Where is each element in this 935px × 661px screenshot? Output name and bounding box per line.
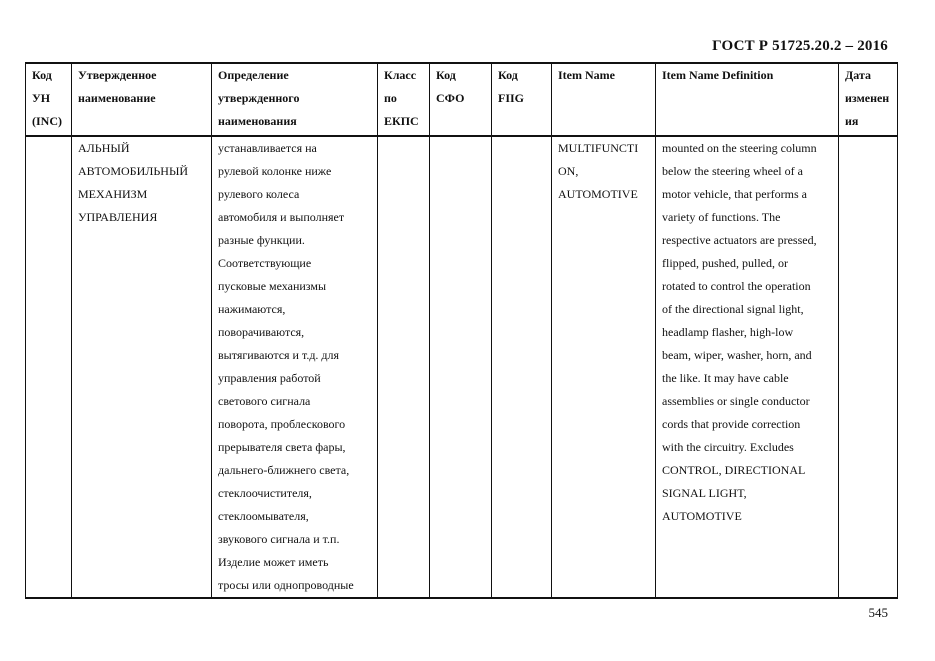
- cell-text-line: МЕХАНИЗМ: [78, 187, 148, 201]
- cell-text-line: SIGNAL LIGHT,: [662, 486, 747, 500]
- cell-text-line: прерывателя света фары,: [218, 440, 346, 454]
- header-text-line: ЕКПС: [384, 114, 419, 128]
- cell-text-line: assemblies or single conductor: [662, 394, 810, 408]
- cell-text-line: поворота, проблескового: [218, 417, 346, 431]
- header-text-line: Код: [32, 68, 52, 82]
- header-change-date: [839, 63, 898, 136]
- header-text-line: Item Name Definition: [662, 68, 774, 82]
- header-text-line: УН: [32, 91, 51, 105]
- cell-text-line: the like. It may have cable: [662, 371, 789, 385]
- cell-sfo-code: [430, 136, 492, 598]
- cell-text-line: MULTIFUNCTI: [558, 141, 639, 155]
- cell-text-line: mounted on the steering column: [662, 141, 817, 155]
- cell-text-line: стеклоочистителя,: [218, 486, 312, 500]
- cell-text-line: рулевой колонке ниже: [218, 164, 332, 178]
- cell-text-line: motor vehicle, that performs a: [662, 187, 807, 201]
- cell-text-line: управления работой: [218, 371, 321, 385]
- header-text-line: Дата: [845, 68, 871, 82]
- header-item-name: [552, 63, 656, 136]
- cell-definition-ru: [212, 136, 378, 598]
- cell-ekps-class: [378, 136, 430, 598]
- cell-text-line: AUTOMOTIVE: [558, 187, 638, 201]
- header-text-line: Код: [436, 68, 456, 82]
- cell-text-line: вытягиваются и т.д. для: [218, 348, 340, 362]
- cell-text-line: ON,: [558, 164, 579, 178]
- document-standard-number: ГОСТ Р 51725.20.2 – 2016: [712, 38, 888, 54]
- header-fiig-code: [492, 63, 552, 136]
- cell-text-line: AUTOMOTIVE: [662, 509, 742, 523]
- header-text-line: изменен: [845, 91, 890, 105]
- cell-text-line: Изделие может иметь: [218, 555, 329, 569]
- catalog-table: [25, 62, 898, 599]
- header-text-line: Код: [498, 68, 518, 82]
- header-text-line: ия: [845, 114, 859, 128]
- header-text-line: наименование: [78, 91, 156, 105]
- cell-inc: [26, 136, 72, 598]
- cell-text-line: звукового сигнала и т.п.: [218, 532, 340, 546]
- header-text-line: FIIG: [498, 91, 525, 105]
- header-definition: [212, 63, 378, 136]
- header-text-line: Item Name: [558, 68, 615, 82]
- cell-text-line: стеклоомывателя,: [218, 509, 309, 523]
- cell-text-line: пусковые механизмы: [218, 279, 327, 293]
- header-inc: [26, 63, 72, 136]
- cell-text-line: Соответствующие: [218, 256, 312, 270]
- cell-text-line: светового сигнала: [218, 394, 311, 408]
- header-text-line: Класс: [384, 68, 417, 82]
- table-header-row: [26, 63, 898, 136]
- header-text-line: Определение: [218, 68, 289, 82]
- header-text-line: по: [384, 91, 397, 105]
- cell-text-line: дальнего-ближнего света,: [218, 463, 350, 477]
- cell-item-name: [552, 136, 656, 598]
- header-text-line: СФО: [436, 91, 465, 105]
- header-sfo-code: [430, 63, 492, 136]
- header-text-line: Утвержденное: [78, 68, 157, 82]
- cell-text-line: respective actuators are pressed,: [662, 233, 817, 247]
- cell-text-line: рулевого колеса: [218, 187, 300, 201]
- cell-text-line: поворачиваются,: [218, 325, 305, 339]
- cell-text-line: АЛЬНЫЙ: [78, 141, 130, 155]
- cell-text-line: with the circuitry. Excludes: [662, 440, 794, 454]
- cell-text-line: устанавливается на: [218, 141, 317, 155]
- cell-change-date: [839, 136, 898, 598]
- cell-text-line: CONTROL, DIRECTIONAL: [662, 463, 806, 477]
- cell-fiig-code: [492, 136, 552, 598]
- cell-text-line: flipped, pushed, pulled, or: [662, 256, 788, 270]
- cell-text-line: автомобиля и выполняет: [218, 210, 345, 224]
- cell-text-line: УПРАВЛЕНИЯ: [78, 210, 158, 224]
- cell-text-line: АВТОМОБИЛЬНЫЙ: [78, 164, 189, 178]
- cell-approved-name: [72, 136, 212, 598]
- header-item-name-definition: [656, 63, 839, 136]
- cell-text-line: cords that provide correction: [662, 417, 801, 431]
- cell-text-line: rotated to control the operation: [662, 279, 811, 293]
- cell-text-line: тросы или однопроводные: [218, 578, 354, 592]
- cell-text-line: of the directional signal light,: [662, 302, 804, 316]
- header-text-line: наименования: [218, 114, 297, 128]
- header-text-line: (INC): [32, 114, 62, 128]
- table-row: [26, 136, 898, 598]
- cell-text-line: headlamp flasher, high-low: [662, 325, 794, 339]
- header-text-line: утвержденного: [218, 91, 300, 105]
- cell-item-name-definition: [656, 136, 839, 598]
- cell-text-line: variety of functions. The: [662, 210, 781, 224]
- cell-text-line: разные функции.: [218, 233, 305, 247]
- cell-text-line: нажимаются,: [218, 302, 286, 316]
- cell-text-line: below the steering wheel of a: [662, 164, 803, 178]
- page-number: 545: [868, 605, 888, 620]
- header-ekps-class: [378, 63, 430, 136]
- header-approved-name: [72, 63, 212, 136]
- cell-text-line: beam, wiper, washer, horn, and: [662, 348, 812, 362]
